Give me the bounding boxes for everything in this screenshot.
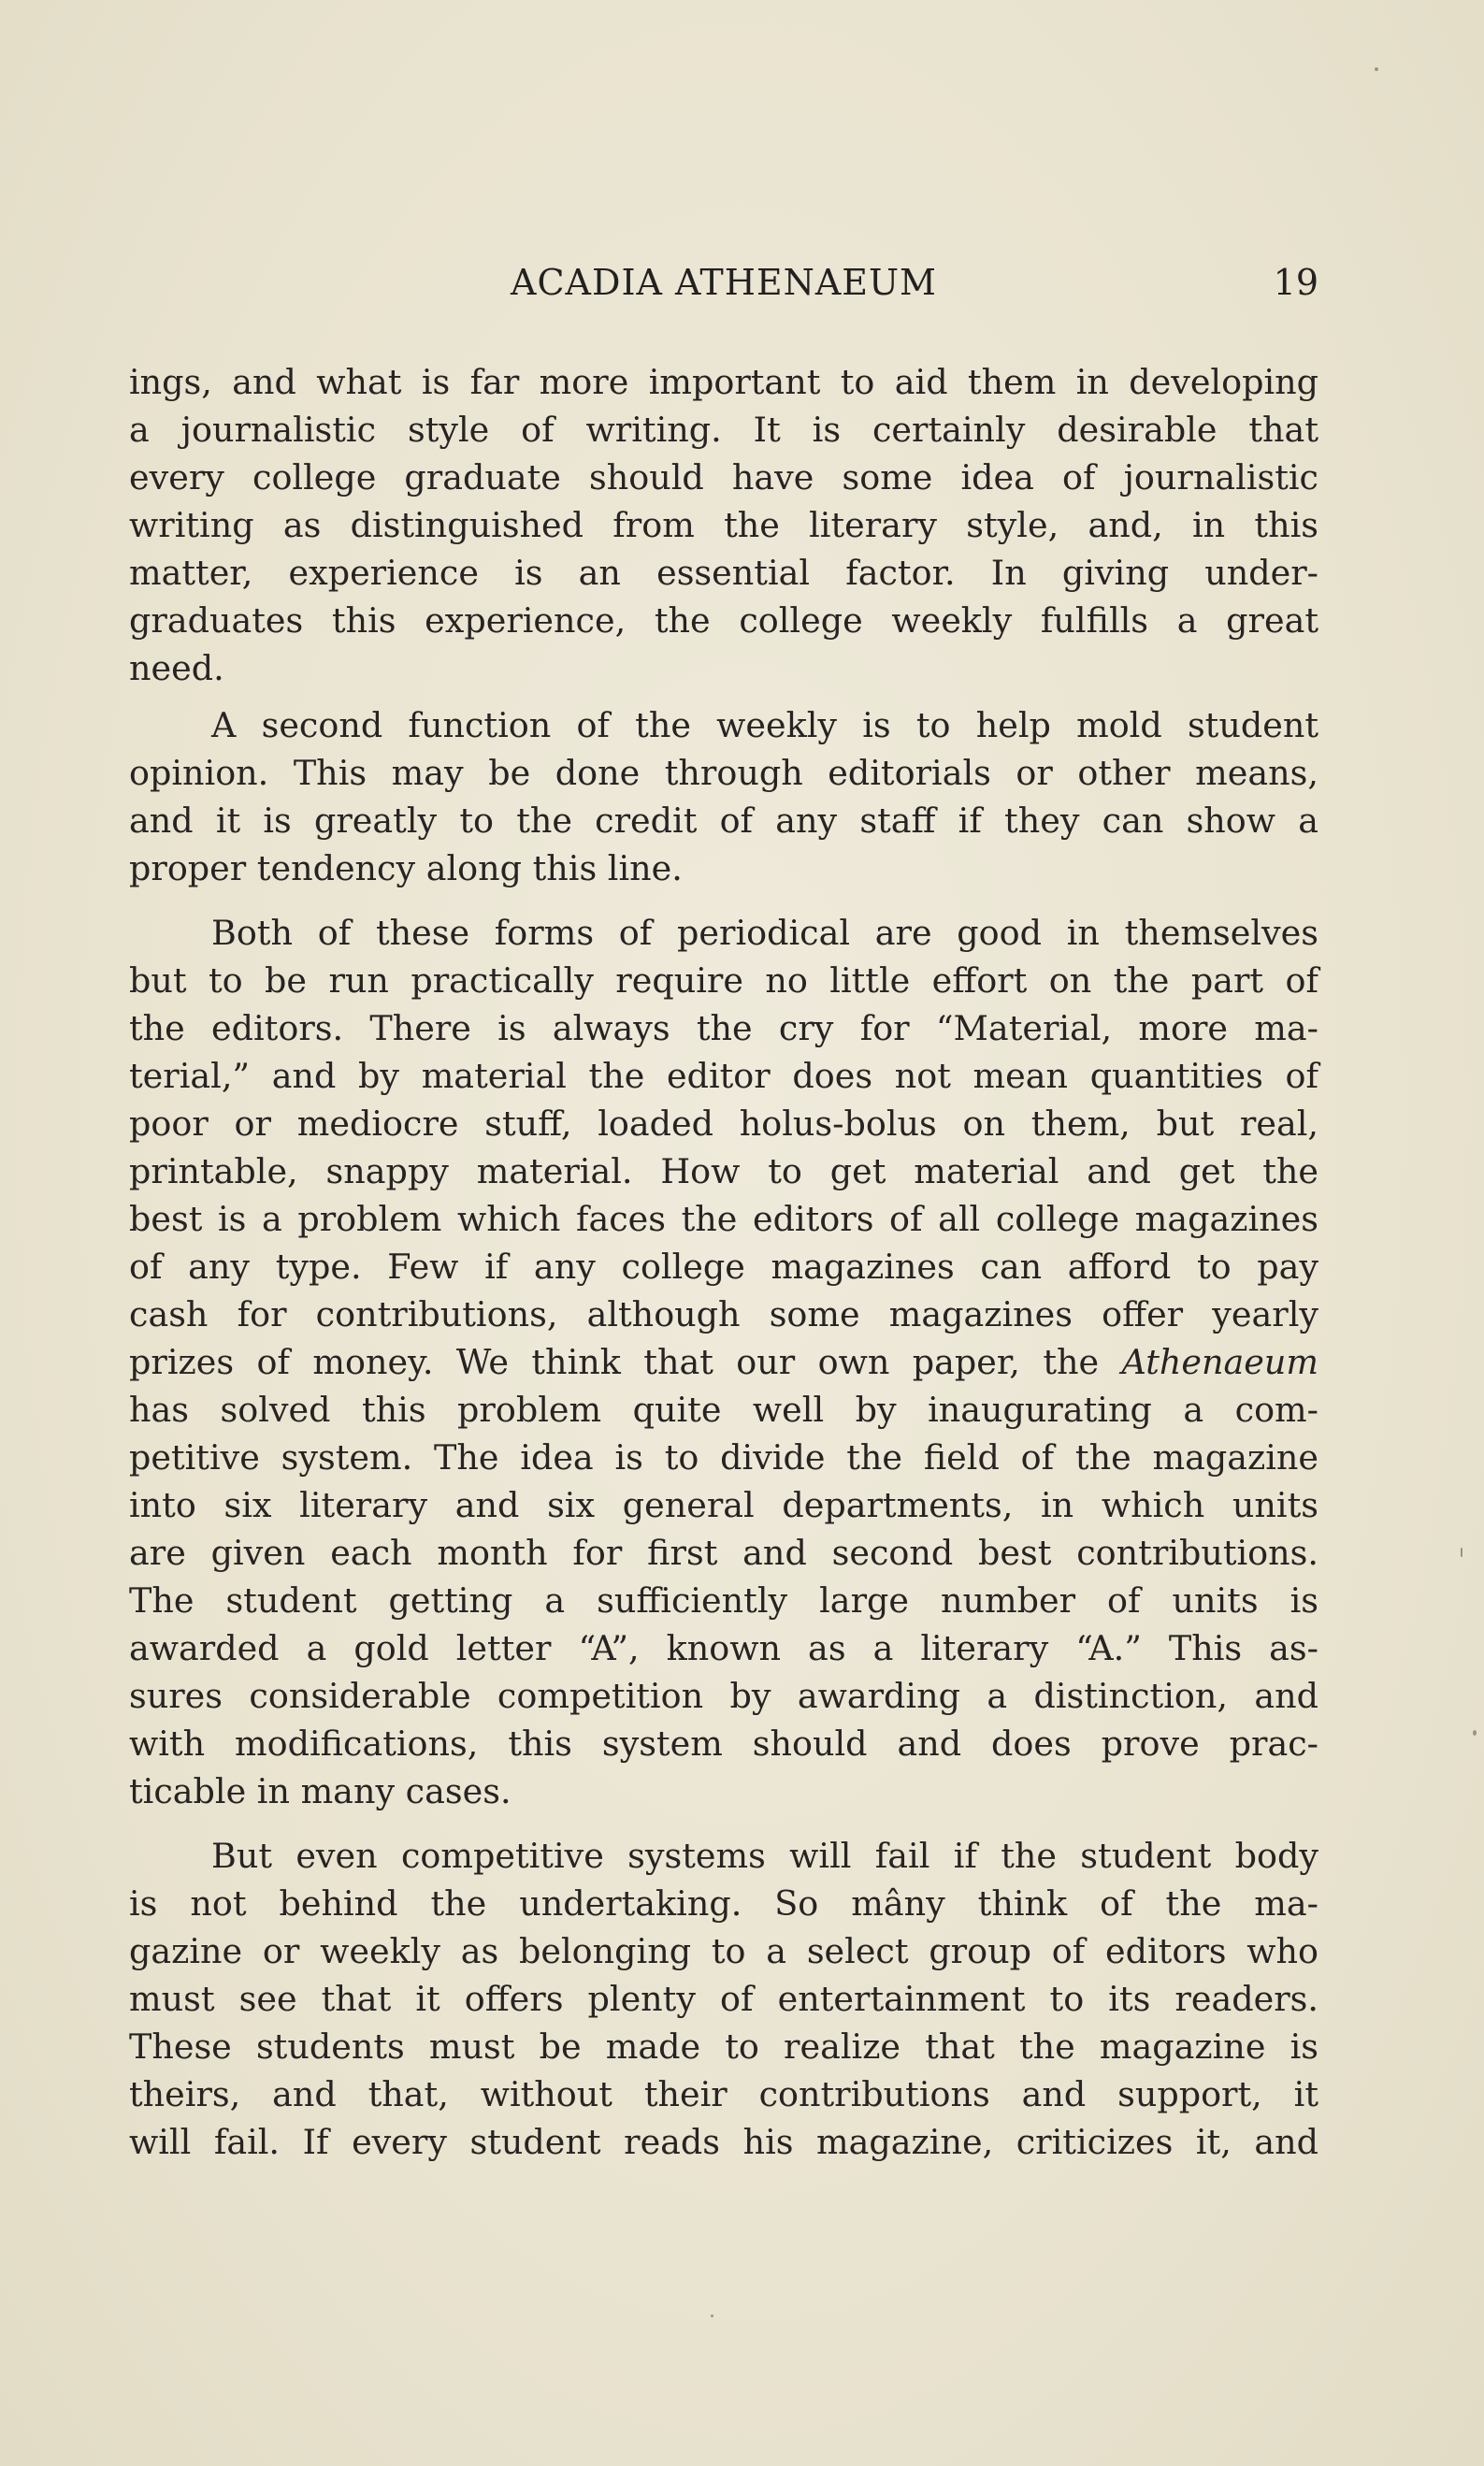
- text-line: printable, snappy material. How to get material and get the: [129, 1151, 1318, 1191]
- text-line: petitive system. The idea is to divide the field of the magazine: [129, 1437, 1318, 1478]
- text-line: but to be run practically require no little effort on the part of: [129, 960, 1318, 1001]
- text-line: cash for contributions, although some magazines offer yearly: [129, 1294, 1318, 1334]
- text-line: The student getting a sufficiently large number of units is: [129, 1580, 1318, 1621]
- running-title: ACADIA ATHENAEUM: [511, 262, 937, 303]
- text-line: theirs, and that, without their contributions and support, it: [129, 2074, 1318, 2114]
- text-line: every college graduate should have some idea of journalistic: [129, 457, 1318, 498]
- text-line: matter, experience is an essential factor. In giving under-: [129, 553, 1318, 593]
- body-text: [129, 358, 1318, 2166]
- text-line: gazine or weekly as belonging to a select group of editors who: [129, 1931, 1318, 1971]
- paragraph-2: [129, 701, 1318, 892]
- text-line: a journalistic style of writing. It is certainly desirable that: [129, 410, 1318, 450]
- text-line: ings, and what is far more important to aid them in developing: [129, 362, 1318, 402]
- text-line-with-italic: [129, 1338, 1318, 1386]
- text-line: need.: [129, 648, 224, 688]
- text-line: proper tendency along this line.: [129, 848, 683, 888]
- paragraph-1: [129, 358, 1318, 692]
- text-line: A second function of the weekly is to help mold student: [211, 705, 1318, 745]
- paper-speck: [1461, 1548, 1462, 1557]
- text-line: poor or mediocre stuff, loaded holus-bolus on them, but real,: [129, 1103, 1318, 1144]
- text-line: terial,” and by material the editor does not mean quantities of: [129, 1056, 1318, 1096]
- paper-speck: [1473, 1730, 1477, 1736]
- italic-title: Athenaeum: [1121, 1342, 1318, 1382]
- text-line: must see that it offers plenty of entertainment to its readers.: [129, 1979, 1318, 2019]
- text-line: the editors. There is always the cry for “Material, more ma-: [129, 1008, 1318, 1048]
- text-line: awarded a gold letter “A”, known as a literary “A.” This as-: [129, 1628, 1318, 1668]
- text-line: best is a problem which faces the editors of all college magazines: [129, 1199, 1318, 1239]
- text-line: Both of these forms of periodical are good in themselves: [211, 913, 1318, 953]
- paragraph-3: [129, 909, 1318, 1815]
- text-line: into six literary and six general departments, in which units: [129, 1485, 1318, 1525]
- text-line: will fail. If every student reads his magazine, criticizes it, and: [129, 2122, 1318, 2162]
- text-line: of any type. Few if any college magazines can afford to pay: [129, 1247, 1318, 1287]
- text-line: are given each month for first and second best contributions.: [129, 1533, 1318, 1573]
- text-line: with modifications, this system should and does prove prac-: [129, 1723, 1318, 1764]
- text-line: and it is greatly to the credit of any staff if they can show a: [129, 800, 1318, 841]
- text-line: But even competitive systems will fail if the student body: [211, 1836, 1318, 1876]
- paper-speck: [711, 2315, 713, 2317]
- text-line: ticable in many cases.: [129, 1771, 511, 1811]
- text-line: sures considerable competition by awarding a distinction, and: [129, 1676, 1318, 1716]
- paragraph-4: [129, 1832, 1318, 2166]
- page-number: 19: [1273, 262, 1318, 303]
- text-line: is not behind the undertaking. So mâny think of the ma-: [129, 1883, 1318, 1924]
- running-header: [129, 256, 1318, 312]
- text-line: has solved this problem quite well by inaugurating a com-: [129, 1390, 1318, 1430]
- text-line: opinion. This may be done through editorials or other means,: [129, 753, 1318, 793]
- text-line: writing as distinguished from the literary style, and, in this: [129, 505, 1318, 545]
- text-line: graduates this experience, the college weekly fulfills a great: [129, 600, 1318, 641]
- paper-speck: [1375, 67, 1378, 71]
- text-line: These students must be made to realize that the magazine is: [129, 2026, 1318, 2067]
- text-segment: prizes of money. We think that our own paper, the: [129, 1342, 1122, 1382]
